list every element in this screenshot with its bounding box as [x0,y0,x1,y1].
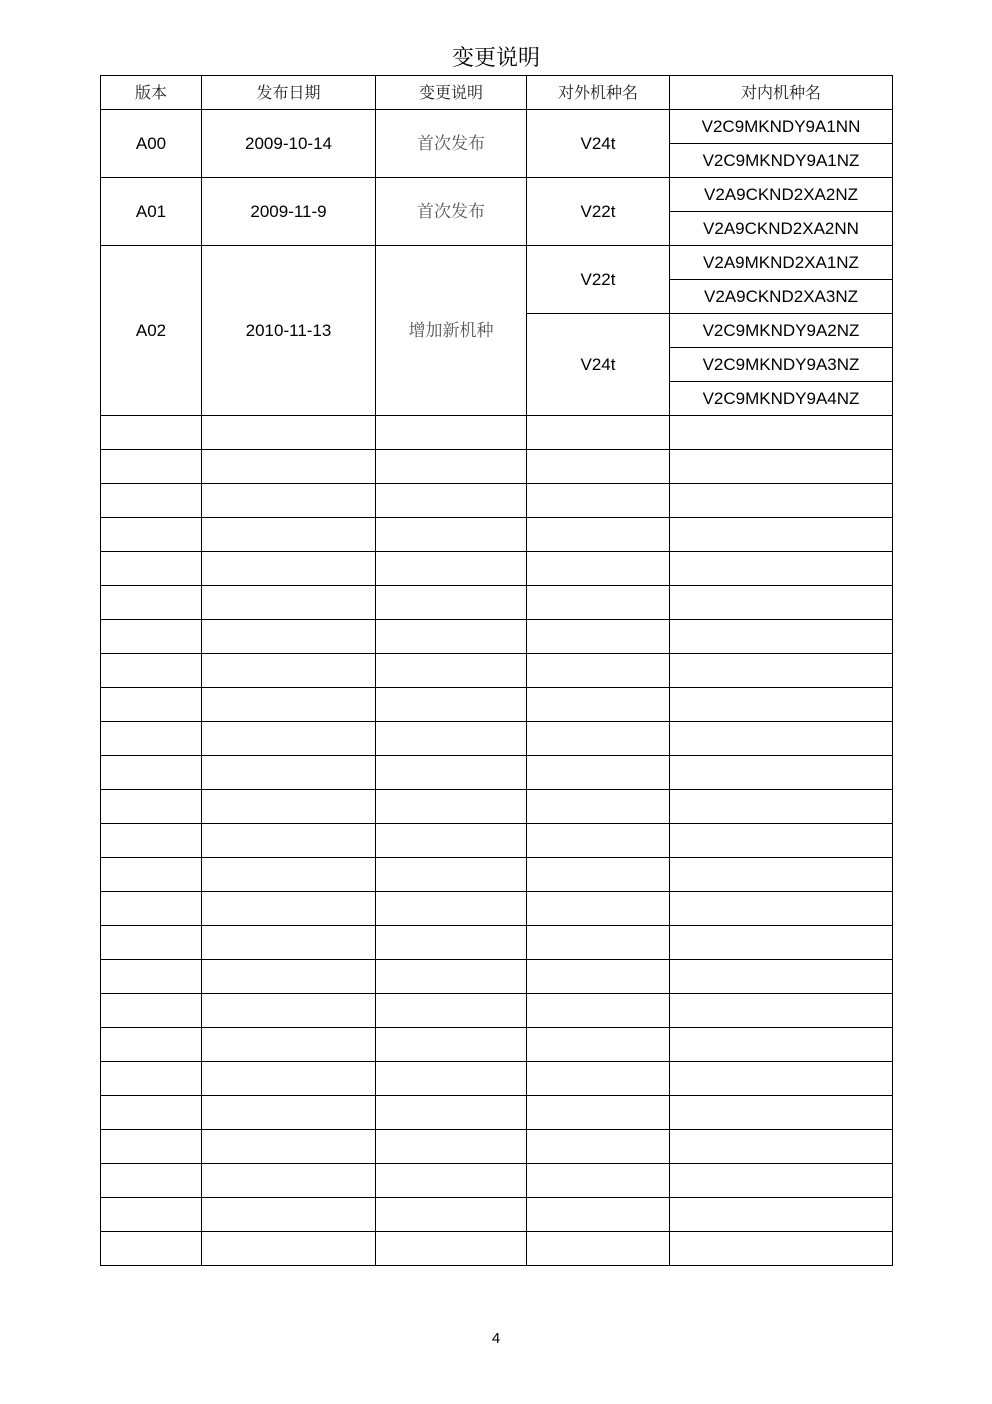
empty-cell [376,1232,527,1266]
empty-cell [376,450,527,484]
internal-model-cell: V2C9MKNDY9A4NZ [670,382,893,416]
empty-cell [101,688,202,722]
empty-cell [527,1164,670,1198]
empty-cell [376,960,527,994]
empty-table-row [101,756,893,790]
internal-model-cell: V2A9MKND2XA1NZ [670,246,893,280]
empty-cell [202,926,376,960]
empty-cell [101,416,202,450]
empty-cell [101,518,202,552]
empty-cell [202,586,376,620]
internal-model-cell: V2A9CKND2XA2NZ [670,178,893,212]
empty-cell [670,484,893,518]
empty-cell [101,756,202,790]
empty-table-row [101,688,893,722]
empty-cell [527,484,670,518]
empty-cell [376,1062,527,1096]
empty-table-row [101,790,893,824]
version-cell: A02 [101,246,202,416]
empty-cell [527,1198,670,1232]
empty-cell [101,1096,202,1130]
header-version: 版本 [101,76,202,110]
empty-cell [202,1164,376,1198]
empty-cell [101,1130,202,1164]
empty-cell [527,552,670,586]
empty-cell [376,518,527,552]
empty-cell [202,1232,376,1266]
header-change-description: 变更说明 [376,76,527,110]
empty-cell [670,960,893,994]
empty-cell [202,654,376,688]
empty-cell [527,790,670,824]
empty-cell [101,960,202,994]
empty-cell [376,552,527,586]
empty-table-row [101,824,893,858]
empty-cell [376,654,527,688]
empty-cell [202,1062,376,1096]
empty-cell [527,654,670,688]
empty-cell [101,1028,202,1062]
internal-model-cell: V2C9MKNDY9A1NZ [670,144,893,178]
empty-cell [527,688,670,722]
empty-table-row [101,416,893,450]
header-external-model-name: 对外机种名 [527,76,670,110]
empty-cell [670,1164,893,1198]
empty-table-row [101,620,893,654]
empty-cell [101,1198,202,1232]
version-cell: A00 [101,110,202,178]
empty-cell [376,416,527,450]
empty-cell [376,858,527,892]
empty-cell [670,824,893,858]
empty-cell [101,994,202,1028]
external-model-cell: V22t [527,246,670,314]
external-model-cell: V24t [527,110,670,178]
change-log-table [100,75,893,1266]
external-model-cell: V24t [527,314,670,416]
table-row [101,246,893,280]
empty-cell [527,586,670,620]
empty-cell [670,1028,893,1062]
empty-cell [527,994,670,1028]
empty-cell [202,1096,376,1130]
change-description-cell: 首次发布 [376,178,527,246]
empty-cell [202,416,376,450]
empty-cell [101,450,202,484]
empty-cell [202,484,376,518]
empty-cell [101,1164,202,1198]
empty-cell [670,756,893,790]
empty-table-row [101,858,893,892]
release-date-cell: 2010-11-13 [202,246,376,416]
empty-cell [527,416,670,450]
empty-cell [376,484,527,518]
empty-table-row [101,518,893,552]
empty-cell [376,790,527,824]
empty-cell [101,654,202,688]
empty-cell [670,1198,893,1232]
empty-cell [670,722,893,756]
empty-cell [527,1232,670,1266]
empty-table-row [101,892,893,926]
empty-table-row [101,994,893,1028]
empty-cell [527,518,670,552]
empty-cell [670,1096,893,1130]
table-row [101,110,893,144]
empty-cell [101,824,202,858]
internal-model-cell: V2A9CKND2XA2NN [670,212,893,246]
empty-cell [101,892,202,926]
empty-cell [202,552,376,586]
empty-cell [376,620,527,654]
empty-cell [202,518,376,552]
empty-cell [670,1130,893,1164]
empty-table-row [101,1198,893,1232]
empty-cell [101,484,202,518]
header-internal-model-name: 对内机种名 [670,76,893,110]
empty-cell [670,994,893,1028]
empty-cell [527,892,670,926]
empty-cell [670,654,893,688]
empty-cell [670,926,893,960]
empty-table-row [101,1164,893,1198]
empty-cell [101,1062,202,1096]
empty-cell [376,994,527,1028]
empty-table-row [101,450,893,484]
external-model-cell: V22t [527,178,670,246]
empty-cell [527,1028,670,1062]
empty-cell [670,790,893,824]
page-title: 变更说明 [451,46,540,71]
empty-cell [376,1130,527,1164]
empty-cell [376,688,527,722]
empty-cell [670,586,893,620]
empty-cell [101,586,202,620]
change-description-cell: 首次发布 [376,110,527,178]
empty-cell [376,586,527,620]
empty-table-row [101,926,893,960]
empty-table-row [101,654,893,688]
empty-cell [527,824,670,858]
internal-model-cell: V2C9MKNDY9A2NZ [670,314,893,348]
empty-cell [376,1028,527,1062]
empty-cell [670,416,893,450]
empty-table-row [101,1062,893,1096]
empty-cell [670,1062,893,1096]
empty-cell [527,858,670,892]
empty-cell [670,552,893,586]
empty-cell [101,722,202,756]
empty-cell [376,1198,527,1232]
empty-cell [527,1062,670,1096]
empty-cell [202,1198,376,1232]
empty-cell [670,450,893,484]
empty-table-row [101,552,893,586]
empty-table-row [101,1096,893,1130]
table-header-row [101,76,893,110]
table-row [101,178,893,212]
header-release-date: 发布日期 [202,76,376,110]
release-date-cell: 2009-10-14 [202,110,376,178]
change-description-cell: 增加新机种 [376,246,527,416]
empty-cell [101,552,202,586]
empty-cell [101,620,202,654]
empty-cell [202,722,376,756]
empty-cell [670,892,893,926]
empty-cell [376,1164,527,1198]
empty-cell [670,688,893,722]
empty-table-row [101,484,893,518]
empty-cell [202,620,376,654]
empty-cell [527,960,670,994]
internal-model-cell: V2C9MKNDY9A1NN [670,110,893,144]
empty-cell [202,892,376,926]
empty-table-row [101,586,893,620]
empty-cell [670,858,893,892]
empty-cell [527,756,670,790]
empty-cell [376,892,527,926]
empty-cell [202,858,376,892]
empty-table-row [101,1130,893,1164]
empty-cell [670,620,893,654]
empty-cell [527,926,670,960]
empty-cell [101,790,202,824]
empty-cell [527,1096,670,1130]
empty-cell [527,450,670,484]
empty-cell [376,722,527,756]
empty-cell [101,1232,202,1266]
empty-table-row [101,1232,893,1266]
empty-table-row [101,1028,893,1062]
empty-cell [202,994,376,1028]
empty-cell [202,824,376,858]
empty-cell [202,450,376,484]
empty-cell [101,926,202,960]
empty-cell [527,620,670,654]
empty-cell [670,518,893,552]
empty-cell [376,824,527,858]
empty-cell [376,756,527,790]
empty-cell [376,926,527,960]
empty-cell [376,1096,527,1130]
page-number: 4 [491,1330,501,1347]
empty-cell [670,1232,893,1266]
empty-cell [202,790,376,824]
empty-cell [527,1130,670,1164]
empty-table-row [101,960,893,994]
empty-cell [202,1130,376,1164]
internal-model-cell: V2C9MKNDY9A3NZ [670,348,893,382]
empty-cell [527,722,670,756]
empty-cell [202,756,376,790]
empty-cell [202,688,376,722]
version-cell: A01 [101,178,202,246]
empty-cell [202,1028,376,1062]
internal-model-cell: V2A9CKND2XA3NZ [670,280,893,314]
empty-table-row [101,722,893,756]
empty-cell [101,858,202,892]
empty-cell [202,960,376,994]
release-date-cell: 2009-11-9 [202,178,376,246]
